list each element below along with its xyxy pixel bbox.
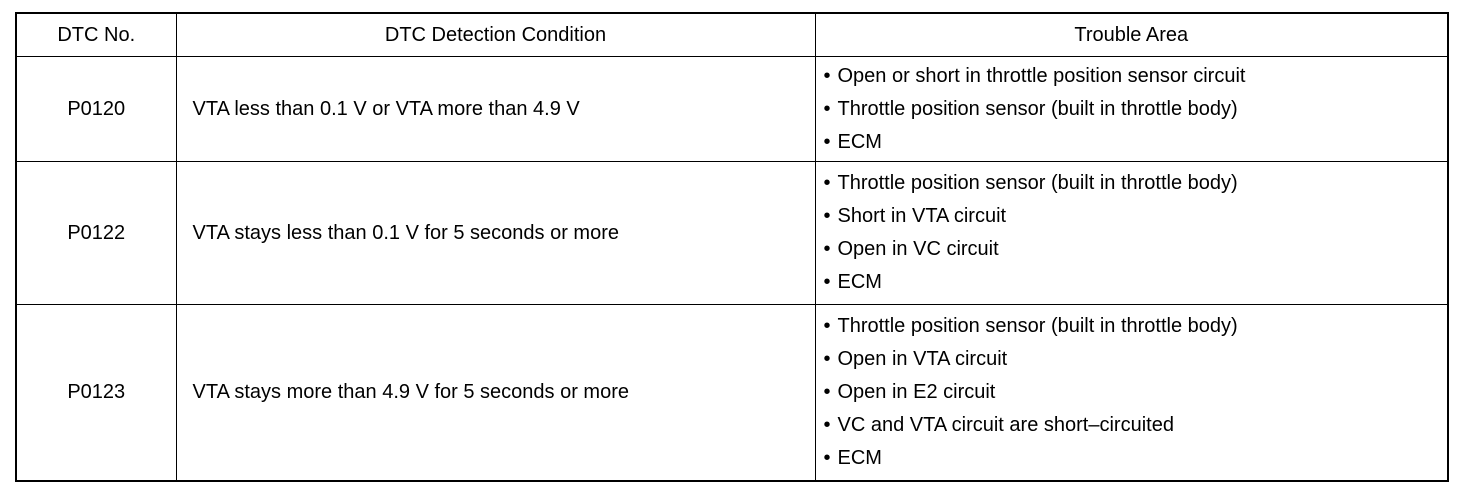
- header-detection-condition: DTC Detection Condition: [176, 13, 815, 57]
- trouble-area-cell: [815, 57, 1448, 162]
- trouble-area-list: [824, 60, 1448, 159]
- trouble-area-item: • ECM: [824, 442, 1448, 475]
- trouble-area-item: • Open in VTA circuit: [824, 343, 1448, 376]
- trouble-area-cell: [815, 162, 1448, 305]
- dtc-code: P0123: [16, 305, 176, 482]
- trouble-area-item: • Open in VC circuit: [824, 233, 1448, 266]
- trouble-area-cell: [815, 305, 1448, 482]
- detection-condition: VTA less than 0.1 V or VTA more than 4.9 V: [176, 57, 815, 162]
- table-row: [16, 162, 1448, 305]
- dtc-table: [15, 12, 1449, 482]
- trouble-area-item: • Open or short in throttle position sensor circuit: [824, 60, 1448, 93]
- trouble-area-item: • ECM: [824, 126, 1448, 159]
- detection-condition: VTA stays more than 4.9 V for 5 seconds or more: [176, 305, 815, 482]
- dtc-code: P0120: [16, 57, 176, 162]
- trouble-area-item: • Short in VTA circuit: [824, 200, 1448, 233]
- trouble-area-item: • Open in E2 circuit: [824, 376, 1448, 409]
- table-row: [16, 305, 1448, 482]
- header-trouble-area: Trouble Area: [815, 13, 1448, 57]
- header-row: [16, 13, 1448, 57]
- trouble-area-item: • Throttle position sensor (built in throttle body): [824, 167, 1448, 200]
- trouble-area-item: • VC and VTA circuit are short–circuited: [824, 409, 1448, 442]
- trouble-area-list: [824, 310, 1448, 475]
- trouble-area-item: • Throttle position sensor (built in throttle body): [824, 93, 1448, 126]
- detection-condition: VTA stays less than 0.1 V for 5 seconds or more: [176, 162, 815, 305]
- dtc-code: P0122: [16, 162, 176, 305]
- trouble-area-item: • Throttle position sensor (built in throttle body): [824, 310, 1448, 343]
- trouble-area-list: [824, 167, 1448, 299]
- table-row: [16, 57, 1448, 162]
- trouble-area-item: • ECM: [824, 266, 1448, 299]
- header-dtc-no: DTC No.: [16, 13, 176, 57]
